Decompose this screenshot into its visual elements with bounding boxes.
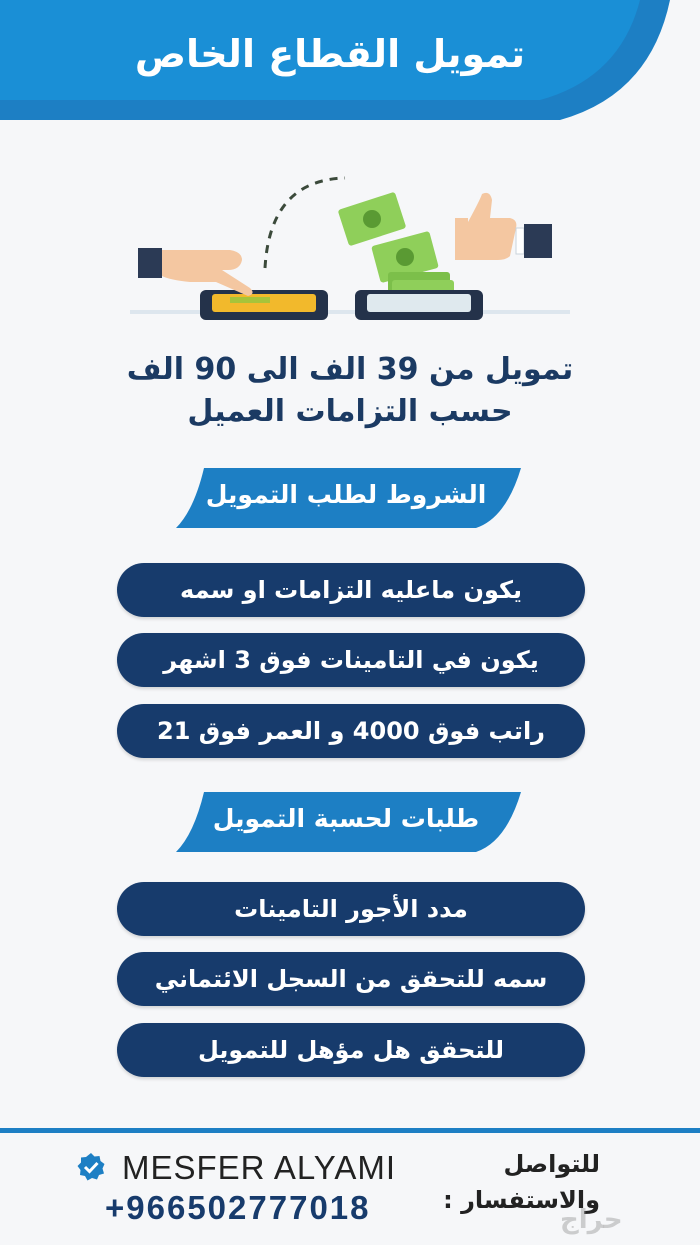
- section-requests-label: طلبات لحسبة التمويل: [212, 804, 480, 833]
- footer-divider: [0, 1128, 700, 1133]
- condition-item: راتب فوق 4000 و العمر فوق 21: [117, 704, 585, 758]
- request-item: للتحقق هل مؤهل للتمويل: [117, 1023, 585, 1077]
- condition-item: يكون في التامينات فوق 3 اشهر: [117, 633, 585, 687]
- verified-badge-icon: [76, 1152, 106, 1182]
- contact-label: للتواصل: [503, 1150, 600, 1178]
- headline-amount: تمويل من 39 الف الى 90 الف: [126, 352, 574, 387]
- section-conditions-title: [176, 462, 526, 532]
- headline-condition: حسب التزامات العميل: [187, 394, 513, 429]
- dashed-arc: [265, 178, 345, 268]
- watermark: حراج: [560, 1205, 623, 1235]
- thumbs-up-icon: [455, 193, 552, 260]
- request-item: سمه للتحقق من السجل الائتماني: [117, 952, 585, 1006]
- request-item: مدد الأجور التامينات: [117, 882, 585, 936]
- banknote-icon: [338, 192, 454, 304]
- section-requests-title: [176, 786, 526, 856]
- pointing-hand-icon: [162, 250, 253, 296]
- inquiry-label: والاستفسار :: [443, 1186, 600, 1214]
- money-transfer-illustration: [130, 160, 570, 329]
- section-conditions-label: الشروط لطلب التمويل: [205, 480, 487, 509]
- page-title: تمويل القطاع الخاص: [134, 32, 526, 76]
- contact-name: MESFER ALYAMI: [122, 1149, 397, 1186]
- header-banner: [0, 0, 700, 128]
- sleeve-icon: [138, 248, 162, 278]
- contact-phone[interactable]: +966502777018: [105, 1189, 371, 1226]
- condition-item: يكون ماعليه التزامات او سمه: [117, 563, 585, 617]
